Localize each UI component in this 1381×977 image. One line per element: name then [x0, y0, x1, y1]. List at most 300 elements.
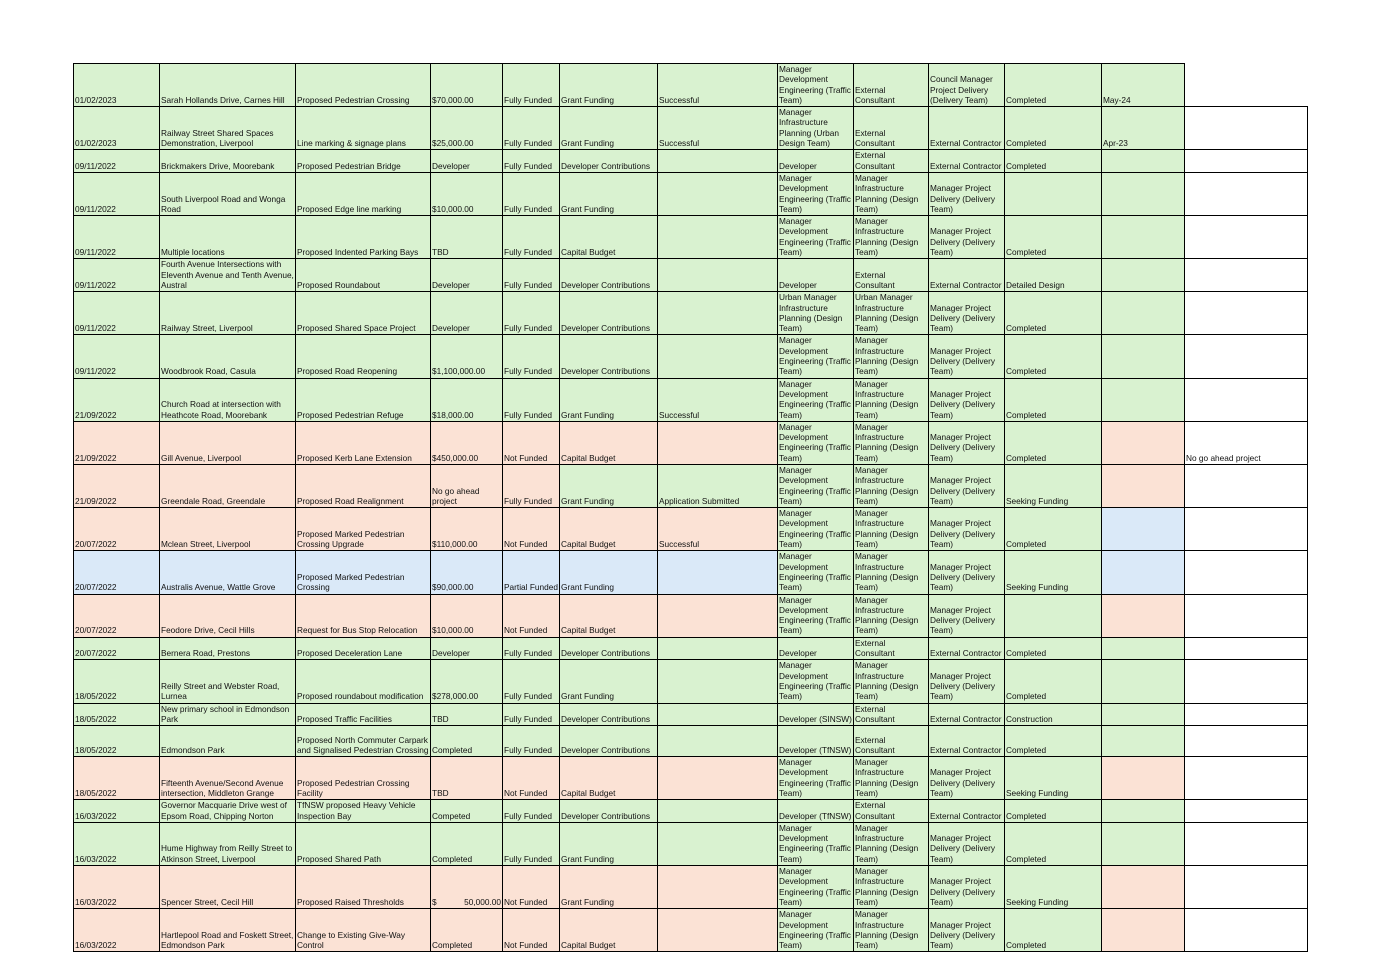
design-cell: External Consultant — [854, 259, 929, 292]
date-cell: 18/05/2022 — [74, 726, 160, 757]
cost-cell: $25,000.00 — [431, 107, 503, 150]
design-cell: External Consultant — [854, 150, 929, 173]
date-cell: 18/05/2022 — [74, 757, 160, 800]
design-cell: Manager Infrastructure Planning (Design Team) — [854, 866, 929, 909]
responsible-cell: Manager Development Engineering (Traffic Team) — [778, 464, 854, 507]
location-cell: South Liverpool Road and Wonga Road — [160, 172, 296, 215]
cost-cell: TBD — [431, 757, 503, 800]
location-cell: Australis Avenue, Wattle Grove — [160, 551, 296, 594]
delivery-cell: Council Manager Project Delivery (Delivery Team) — [929, 64, 1005, 107]
date-cell: 20/07/2022 — [74, 594, 160, 637]
application-cell — [658, 421, 778, 464]
comment-cell — [1185, 551, 1308, 594]
design-cell: Manager Infrastructure Planning (Design Team) — [854, 335, 929, 378]
application-cell — [658, 150, 778, 173]
delivery-cell: Manager Project Delivery (Delivery Team) — [929, 508, 1005, 551]
funding-cell: Fully Funded — [503, 259, 560, 292]
comment-cell — [1185, 378, 1308, 421]
cost-cell: No go ahead project — [431, 464, 503, 507]
completion-cell — [1102, 292, 1185, 335]
design-cell: Manager Infrastructure Planning (Design Team) — [854, 909, 929, 952]
funding-cell: Fully Funded — [503, 464, 560, 507]
status-cell — [1005, 172, 1102, 215]
location-cell: Hume Highway from Reilly Street to Atkinson Street, Liverpool — [160, 822, 296, 865]
currency-symbol: $ — [432, 896, 437, 907]
comment-cell — [1185, 660, 1308, 703]
source-cell: Grant Funding — [560, 660, 658, 703]
proposal-cell: Proposed Shared Path — [296, 822, 431, 865]
responsible-cell: Developer (SINSW) — [778, 703, 854, 726]
comment-cell — [1185, 335, 1308, 378]
date-cell: 18/05/2022 — [74, 660, 160, 703]
status-cell: Completed — [1005, 726, 1102, 757]
cost-cell: $90,000.00 — [431, 551, 503, 594]
status-cell: Detailed Design — [1005, 259, 1102, 292]
design-cell: External Consultant — [854, 703, 929, 726]
source-cell: Capital Budget — [560, 216, 658, 259]
funding-cell: Not Funded — [503, 508, 560, 551]
proposal-cell: Proposed Shared Space Project — [296, 292, 431, 335]
delivery-cell: External Contractor — [929, 107, 1005, 150]
responsible-cell: Developer — [778, 150, 854, 173]
table-row — [74, 551, 1308, 594]
application-cell — [658, 172, 778, 215]
amount-value: 50,000.00 — [464, 896, 501, 907]
comment-cell — [1185, 508, 1308, 551]
design-cell: External Consultant — [854, 726, 929, 757]
application-cell — [658, 637, 778, 660]
comment-cell — [1185, 703, 1308, 726]
comment-cell — [1185, 822, 1308, 865]
source-cell: Developer Contributions — [560, 800, 658, 823]
application-cell: Successful — [658, 508, 778, 551]
source-cell: Capital Budget — [560, 909, 658, 952]
comment-cell — [1185, 637, 1308, 660]
status-cell: Seeking Funding — [1005, 551, 1102, 594]
cost-cell: TBD — [431, 216, 503, 259]
cost-cell: $70,000.00 — [431, 64, 503, 107]
comment-cell — [1185, 909, 1308, 952]
delivery-cell: External Contractor — [929, 726, 1005, 757]
application-cell: Successful — [658, 64, 778, 107]
completion-cell — [1102, 172, 1185, 215]
date-cell: 20/07/2022 — [74, 551, 160, 594]
location-cell: Gill Avenue, Liverpool — [160, 421, 296, 464]
delivery-cell: Manager Project Delivery (Delivery Team) — [929, 909, 1005, 952]
location-cell: Multiple locations — [160, 216, 296, 259]
design-cell: Urban Manager Infrastructure Planning (Design Team) — [854, 292, 929, 335]
cost-cell: Competed — [431, 800, 503, 823]
design-cell: External Consultant — [854, 107, 929, 150]
design-cell: Manager Infrastructure Planning (Design Team) — [854, 594, 929, 637]
funding-cell: Not Funded — [503, 757, 560, 800]
date-cell: 20/07/2022 — [74, 508, 160, 551]
source-cell: Grant Funding — [560, 822, 658, 865]
delivery-cell: Manager Project Delivery (Delivery Team) — [929, 216, 1005, 259]
responsible-cell: Urban Manager Infrastructure Planning (Design Team) — [778, 292, 854, 335]
delivery-cell: External Contractor — [929, 800, 1005, 823]
responsible-cell: Manager Development Engineering (Traffic Team) — [778, 216, 854, 259]
delivery-cell: Manager Project Delivery (Delivery Team) — [929, 378, 1005, 421]
comment-cell — [1185, 866, 1308, 909]
application-cell — [658, 292, 778, 335]
design-cell: Manager Infrastructure Planning (Design Team) — [854, 378, 929, 421]
location-cell: Bernera Road, Prestons — [160, 637, 296, 660]
completion-cell — [1102, 551, 1185, 594]
completion-cell — [1102, 703, 1185, 726]
delivery-cell: Manager Project Delivery (Delivery Team) — [929, 421, 1005, 464]
proposal-cell: Proposed Raised Thresholds — [296, 866, 431, 909]
completion-cell — [1102, 822, 1185, 865]
status-cell: Completed — [1005, 421, 1102, 464]
completion-cell: May-24 — [1102, 64, 1185, 107]
table-row — [74, 107, 1308, 150]
cost-cell: $278,000.00 — [431, 660, 503, 703]
responsible-cell: Manager Development Engineering (Traffic Team) — [778, 64, 854, 107]
application-cell: Successful — [658, 378, 778, 421]
location-cell: Mclean Street, Liverpool — [160, 508, 296, 551]
cost-cell: $10,000.00 — [431, 172, 503, 215]
completion-cell — [1102, 594, 1185, 637]
status-cell: Completed — [1005, 216, 1102, 259]
completion-cell — [1102, 335, 1185, 378]
status-cell — [1005, 594, 1102, 637]
table-row — [74, 660, 1308, 703]
source-cell: Developer Contributions — [560, 150, 658, 173]
table-row — [74, 726, 1308, 757]
funding-cell: Not Funded — [503, 866, 560, 909]
date-cell: 21/09/2022 — [74, 464, 160, 507]
table-row — [74, 822, 1308, 865]
proposal-cell: Line marking & signage plans — [296, 107, 431, 150]
application-cell — [658, 909, 778, 952]
proposal-cell: Proposed Roundabout — [296, 259, 431, 292]
date-cell: 16/03/2022 — [74, 909, 160, 952]
status-cell: Completed — [1005, 378, 1102, 421]
responsible-cell: Developer — [778, 637, 854, 660]
status-cell: Completed — [1005, 292, 1102, 335]
date-cell: 21/09/2022 — [74, 421, 160, 464]
responsible-cell: Manager Development Engineering (Traffic Team) — [778, 421, 854, 464]
proposal-cell: Proposed Pedestrian Refuge — [296, 378, 431, 421]
status-cell: Completed — [1005, 822, 1102, 865]
proposal-cell: Proposed Marked Pedestrian Crossing Upgrade — [296, 508, 431, 551]
table-row — [74, 909, 1308, 952]
delivery-cell: External Contractor — [929, 150, 1005, 173]
completion-cell — [1102, 909, 1185, 952]
source-cell: Capital Budget — [560, 508, 658, 551]
source-cell: Developer Contributions — [560, 637, 658, 660]
table-row — [74, 703, 1308, 726]
funding-cell: Fully Funded — [503, 64, 560, 107]
proposal-cell: Proposed roundabout modification — [296, 660, 431, 703]
table-row — [74, 150, 1308, 173]
completion-cell — [1102, 421, 1185, 464]
cost-cell — [431, 866, 503, 909]
delivery-cell: Manager Project Delivery (Delivery Team) — [929, 594, 1005, 637]
location-cell: Spencer Street, Cecil Hill — [160, 866, 296, 909]
completion-cell — [1102, 378, 1185, 421]
design-cell: Manager Infrastructure Planning (Design Team) — [854, 551, 929, 594]
application-cell — [658, 259, 778, 292]
responsible-cell: Developer — [778, 259, 854, 292]
delivery-cell: External Contractor — [929, 259, 1005, 292]
status-cell: Completed — [1005, 150, 1102, 173]
delivery-cell: Manager Project Delivery (Delivery Team) — [929, 172, 1005, 215]
location-cell: Church Road at intersection with Heathcote Road, Moorebank — [160, 378, 296, 421]
funding-cell: Fully Funded — [503, 822, 560, 865]
responsible-cell: Manager Development Engineering (Traffic Team) — [778, 172, 854, 215]
responsible-cell: Manager Development Engineering (Traffic Team) — [778, 909, 854, 952]
status-cell: Completed — [1005, 637, 1102, 660]
responsible-cell: Manager Development Engineering (Traffic Team) — [778, 757, 854, 800]
date-cell: 09/11/2022 — [74, 335, 160, 378]
date-cell: 01/02/2023 — [74, 107, 160, 150]
location-cell: Railway Street Shared Spaces Demonstration, Liverpool — [160, 107, 296, 150]
design-cell: Manager Infrastructure Planning (Design Team) — [854, 660, 929, 703]
source-cell: Grant Funding — [560, 64, 658, 107]
completion-cell — [1102, 216, 1185, 259]
application-cell — [658, 660, 778, 703]
date-cell: 18/05/2022 — [74, 703, 160, 726]
completion-cell — [1102, 866, 1185, 909]
location-cell: Greendale Road, Greendale — [160, 464, 296, 507]
status-cell: Seeking Funding — [1005, 757, 1102, 800]
comment-cell: No go ahead project — [1185, 421, 1308, 464]
responsible-cell: Developer (TfNSW) — [778, 800, 854, 823]
comment-cell — [1185, 259, 1308, 292]
completion-cell — [1102, 259, 1185, 292]
funding-cell: Partial Funded — [503, 551, 560, 594]
location-cell: New primary school in Edmondson Park — [160, 703, 296, 726]
application-cell: Application Submitted — [658, 464, 778, 507]
comment-cell — [1185, 292, 1308, 335]
location-cell: Sarah Hollands Drive, Carnes Hill — [160, 64, 296, 107]
comment-cell — [1185, 800, 1308, 823]
design-cell: Manager Infrastructure Planning (Design Team) — [854, 216, 929, 259]
table-row — [74, 637, 1308, 660]
cost-cell: Developer — [431, 637, 503, 660]
proposal-cell: Proposed Indented Parking Bays — [296, 216, 431, 259]
completion-cell — [1102, 726, 1185, 757]
comment-cell — [1185, 726, 1308, 757]
source-cell: Grant Funding — [560, 866, 658, 909]
date-cell: 20/07/2022 — [74, 637, 160, 660]
comment-cell — [1185, 464, 1308, 507]
cost-cell: $1,100,000.00 — [431, 335, 503, 378]
status-cell: Construction — [1005, 703, 1102, 726]
source-cell: Capital Budget — [560, 421, 658, 464]
proposal-cell: Proposed Pedestrian Crossing Facility — [296, 757, 431, 800]
comment-cell — [1185, 107, 1308, 150]
delivery-cell: Manager Project Delivery (Delivery Team) — [929, 822, 1005, 865]
funding-cell: Fully Funded — [503, 637, 560, 660]
date-cell: 09/11/2022 — [74, 216, 160, 259]
design-cell: Manager Infrastructure Planning (Design Team) — [854, 421, 929, 464]
proposal-cell: TfNSW proposed Heavy Vehicle Inspection Bay — [296, 800, 431, 823]
application-cell — [658, 594, 778, 637]
comment-cell — [1185, 150, 1308, 173]
location-cell: Fifteenth Avenue/Second Avenue intersection, Middleton Grange — [160, 757, 296, 800]
proposal-cell: Proposed North Commuter Carpark and Signalised Pedestrian Crossing — [296, 726, 431, 757]
delivery-cell: External Contractor — [929, 637, 1005, 660]
funding-cell: Fully Funded — [503, 800, 560, 823]
comment-cell — [1185, 172, 1308, 215]
design-cell: Manager Infrastructure Planning (Design Team) — [854, 508, 929, 551]
application-cell — [658, 822, 778, 865]
table-row — [74, 866, 1308, 909]
design-cell: External Consultant — [854, 637, 929, 660]
proposal-cell: Proposed Edge line marking — [296, 172, 431, 215]
date-cell: 09/11/2022 — [74, 150, 160, 173]
proposal-cell: Change to Existing Give-Way Control — [296, 909, 431, 952]
source-cell: Capital Budget — [560, 757, 658, 800]
table-row — [74, 594, 1308, 637]
funding-cell: Fully Funded — [503, 703, 560, 726]
cost-cell: Developer — [431, 150, 503, 173]
responsible-cell: Manager Development Engineering (Traffic Team) — [778, 335, 854, 378]
source-cell: Developer Contributions — [560, 726, 658, 757]
table-row — [74, 757, 1308, 800]
cost-cell: Completed — [431, 909, 503, 952]
table-row — [74, 464, 1308, 507]
source-cell: Grant Funding — [560, 464, 658, 507]
responsible-cell: Manager Development Engineering (Traffic Team) — [778, 660, 854, 703]
proposal-cell: Proposed Marked Pedestrian Crossing — [296, 551, 431, 594]
cost-cell: TBD — [431, 703, 503, 726]
source-cell: Developer Contributions — [560, 292, 658, 335]
responsible-cell: Manager Infrastructure Planning (Urban Design Team) — [778, 107, 854, 150]
responsible-cell: Manager Development Engineering (Traffic Team) — [778, 508, 854, 551]
source-cell: Developer Contributions — [560, 335, 658, 378]
completion-cell: Apr-23 — [1102, 107, 1185, 150]
location-cell: Feodore Drive, Cecil Hills — [160, 594, 296, 637]
proposal-cell: Proposed Kerb Lane Extension — [296, 421, 431, 464]
source-cell: Developer Contributions — [560, 703, 658, 726]
completion-cell — [1102, 800, 1185, 823]
date-cell: 01/02/2023 — [74, 64, 160, 107]
table-row — [74, 800, 1308, 823]
source-cell: Capital Budget — [560, 594, 658, 637]
proposal-cell: Proposed Pedestrian Crossing — [296, 64, 431, 107]
funding-cell: Fully Funded — [503, 216, 560, 259]
completion-cell — [1102, 508, 1185, 551]
proposal-cell: Request for Bus Stop Relocation — [296, 594, 431, 637]
design-cell: External Consultant — [854, 800, 929, 823]
cost-cell: $110,000.00 — [431, 508, 503, 551]
location-cell: Woodbrook Road, Casula — [160, 335, 296, 378]
location-cell: Reilly Street and Webster Road, Lurnea — [160, 660, 296, 703]
cost-cell: $10,000.00 — [431, 594, 503, 637]
proposal-cell: Proposed Road Realignment — [296, 464, 431, 507]
application-cell — [658, 866, 778, 909]
delivery-cell: Manager Project Delivery (Delivery Team) — [929, 464, 1005, 507]
table-row — [74, 292, 1308, 335]
proposal-cell: Proposed Pedestrian Bridge — [296, 150, 431, 173]
delivery-cell: External Contractor — [929, 703, 1005, 726]
location-cell: Edmondson Park — [160, 726, 296, 757]
location-cell: Railway Street, Liverpool — [160, 292, 296, 335]
design-cell: Manager Infrastructure Planning (Design Team) — [854, 757, 929, 800]
responsible-cell: Manager Development Engineering (Traffic Team) — [778, 866, 854, 909]
status-cell: Completed — [1005, 800, 1102, 823]
proposal-cell: Proposed Deceleration Lane — [296, 637, 431, 660]
cost-cell: Developer — [431, 292, 503, 335]
design-cell: Manager Infrastructure Planning (Design Team) — [854, 172, 929, 215]
source-cell: Grant Funding — [560, 107, 658, 150]
cost-cell: $18,000.00 — [431, 378, 503, 421]
source-cell: Grant Funding — [560, 551, 658, 594]
location-cell: Hartlepool Road and Foskett Street, Edmondson Park — [160, 909, 296, 952]
funding-cell: Fully Funded — [503, 660, 560, 703]
projects-table — [73, 63, 1308, 952]
location-cell: Brickmakers Drive, Moorebank — [160, 150, 296, 173]
application-cell — [658, 703, 778, 726]
delivery-cell: Manager Project Delivery (Delivery Team) — [929, 866, 1005, 909]
table-row — [74, 378, 1308, 421]
table-row — [74, 421, 1308, 464]
funding-cell: Fully Funded — [503, 378, 560, 421]
funding-cell: Not Funded — [503, 594, 560, 637]
delivery-cell: Manager Project Delivery (Delivery Team) — [929, 660, 1005, 703]
funding-cell: Fully Funded — [503, 335, 560, 378]
status-cell: Completed — [1005, 660, 1102, 703]
location-cell: Fourth Avenue Intersections with Eleventh Avenue and Tenth Avenue, Austral — [161, 259, 294, 290]
source-cell: Developer Contributions — [560, 259, 658, 292]
delivery-cell: Manager Project Delivery (Delivery Team) — [929, 335, 1005, 378]
table-row — [74, 64, 1308, 107]
date-cell: 09/11/2022 — [74, 292, 160, 335]
comment-cell — [1185, 757, 1308, 800]
comment-cell — [1185, 594, 1308, 637]
delivery-cell: Manager Project Delivery (Delivery Team) — [929, 292, 1005, 335]
application-cell — [658, 757, 778, 800]
completion-cell — [1102, 464, 1185, 507]
status-cell: Seeking Funding — [1005, 866, 1102, 909]
date-cell: 16/03/2022 — [74, 800, 160, 823]
delivery-cell: Manager Project Delivery (Delivery Team) — [929, 551, 1005, 594]
responsible-cell: Manager Development Engineering (Traffic Team) — [778, 594, 854, 637]
funding-cell: Fully Funded — [503, 107, 560, 150]
cost-cell: Completed — [431, 726, 503, 757]
table-row — [74, 172, 1308, 215]
application-cell — [658, 216, 778, 259]
funding-cell: Not Funded — [503, 909, 560, 952]
responsible-cell: Manager Development Engineering (Traffic Team) — [778, 551, 854, 594]
table-row — [74, 335, 1308, 378]
table-row — [74, 216, 1308, 259]
responsible-cell: Manager Development Engineering (Traffic Team) — [778, 378, 854, 421]
status-cell: Seeking Funding — [1005, 464, 1102, 507]
status-cell: Completed — [1005, 508, 1102, 551]
source-cell: Grant Funding — [560, 172, 658, 215]
application-cell — [658, 335, 778, 378]
application-cell — [658, 551, 778, 594]
cost-cell: Developer — [431, 259, 503, 292]
date-cell: 09/11/2022 — [74, 259, 160, 292]
responsible-cell: Manager Development Engineering (Traffic Team) — [778, 822, 854, 865]
table-row — [74, 259, 1308, 292]
date-cell: 09/11/2022 — [74, 172, 160, 215]
funding-cell: Fully Funded — [503, 292, 560, 335]
design-cell: External Consultant — [854, 64, 929, 107]
responsible-cell: Developer (TfNSW) — [778, 726, 854, 757]
delivery-cell: Manager Project Delivery (Delivery Team) — [929, 757, 1005, 800]
completion-cell — [1102, 660, 1185, 703]
status-cell: Completed — [1005, 909, 1102, 952]
application-cell — [658, 726, 778, 757]
proposal-cell: Proposed Traffic Facilities — [296, 703, 431, 726]
